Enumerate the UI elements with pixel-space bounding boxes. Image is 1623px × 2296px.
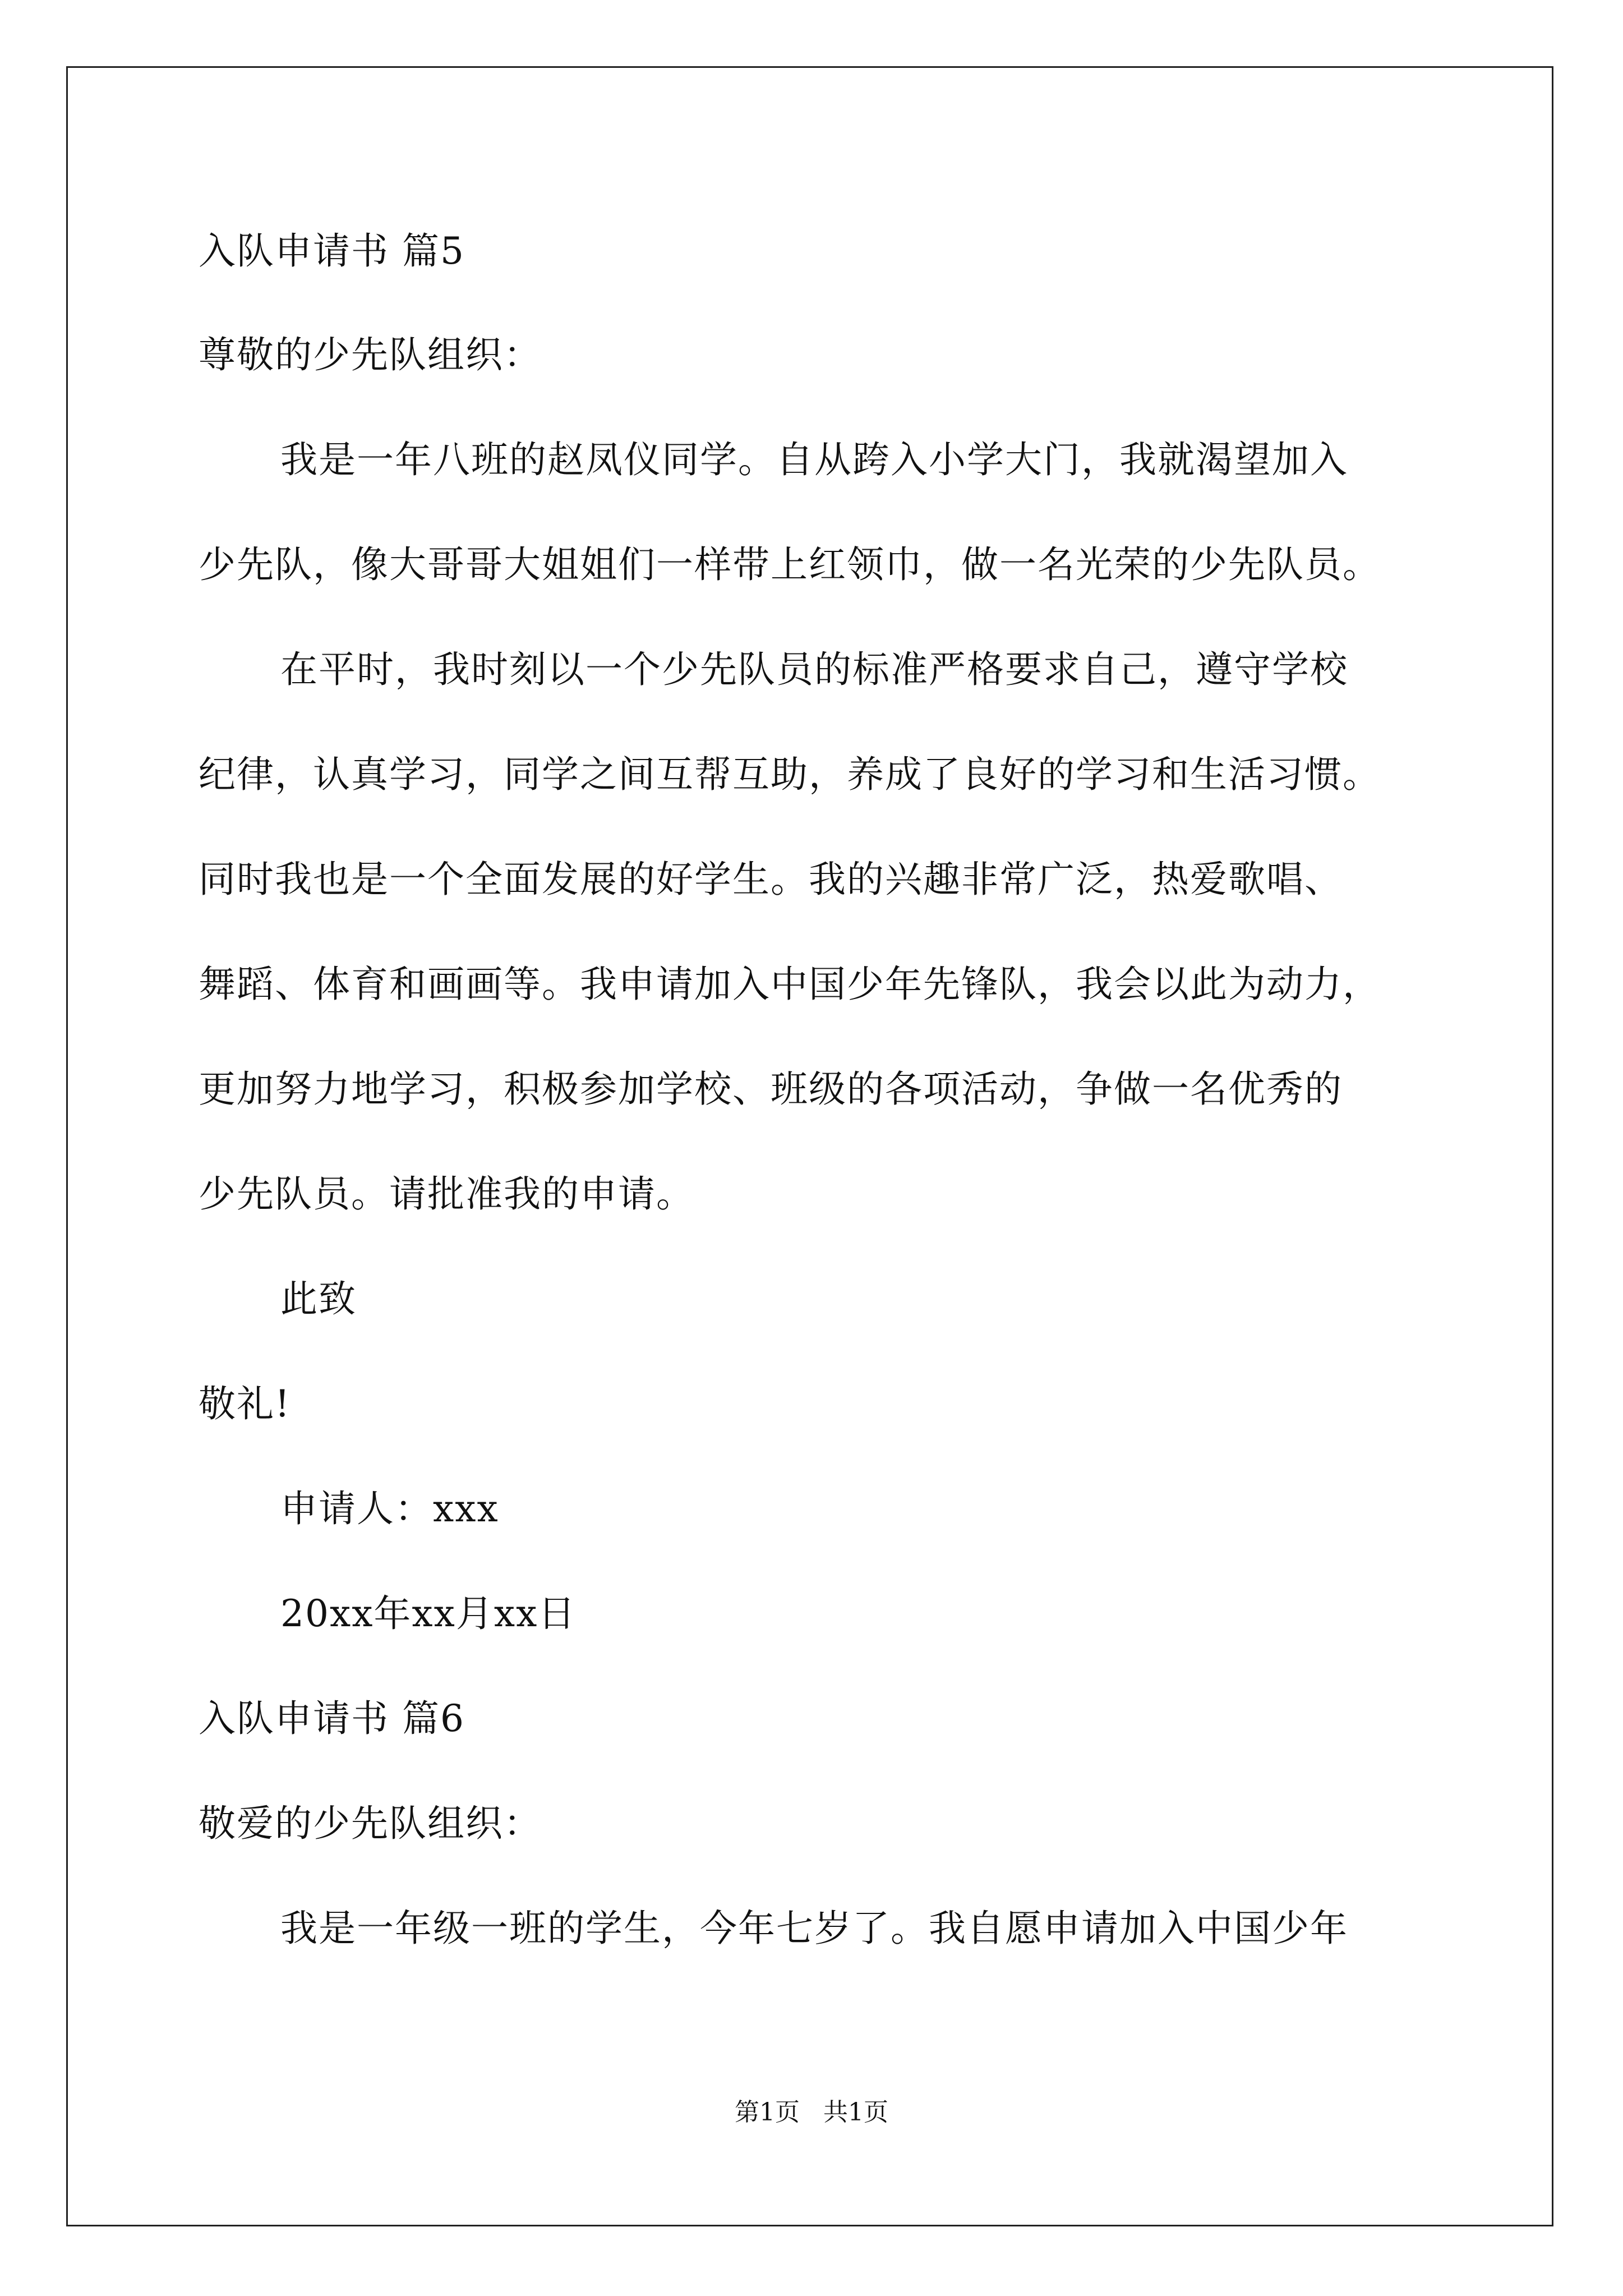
body-line: 同时我也是一个全面发展的好学生。我的兴趣非常广泛，热爱歌唱、 (199, 858, 1343, 901)
body-line: 舞蹈、体育和画画等。我申请加入中国少年先锋队，我会以此为动力， (199, 963, 1381, 1006)
section-title-5: 入队申请书 篇5 (199, 229, 465, 273)
page-footer: 第1页 共1页 (735, 2098, 888, 2127)
page-frame (66, 66, 1553, 2226)
body-line: 少先队，像大哥哥大姐姐们一样带上红领巾，做一名光荣的少先队员。 (199, 543, 1381, 586)
section-title-6: 入队申请书 篇6 (199, 1697, 465, 1740)
applicant-signature: 申请人：xxx (280, 1487, 499, 1530)
body-line: 少先队员。请批准我的申请。 (199, 1172, 694, 1216)
body-line: 纪律，认真学习，同学之间互帮互助，养成了良好的学习和生活习惯。 (199, 753, 1381, 796)
body-line: 我是一年八班的赵凤仪同学。自从跨入小学大门，我就渴望加入 (280, 438, 1348, 481)
body-line: 我是一年级一班的学生，今年七岁了。我自愿申请加入中国少年 (280, 1907, 1348, 1950)
closing-regards: 敬礼! (199, 1382, 291, 1425)
date-line: 20xx年xx月xx日 (280, 1592, 577, 1635)
salutation: 尊敬的少先队组织： (199, 333, 542, 376)
closing-line: 此致 (280, 1277, 357, 1320)
body-line: 更加努力地学习，积极参加学校、班级的各项活动，争做一名优秀的 (199, 1068, 1343, 1111)
salutation: 敬爱的少先队组织： (199, 1802, 542, 1845)
body-line: 在平时，我时刻以一个少先队员的标准严格要求自己，遵守学校 (280, 648, 1348, 691)
